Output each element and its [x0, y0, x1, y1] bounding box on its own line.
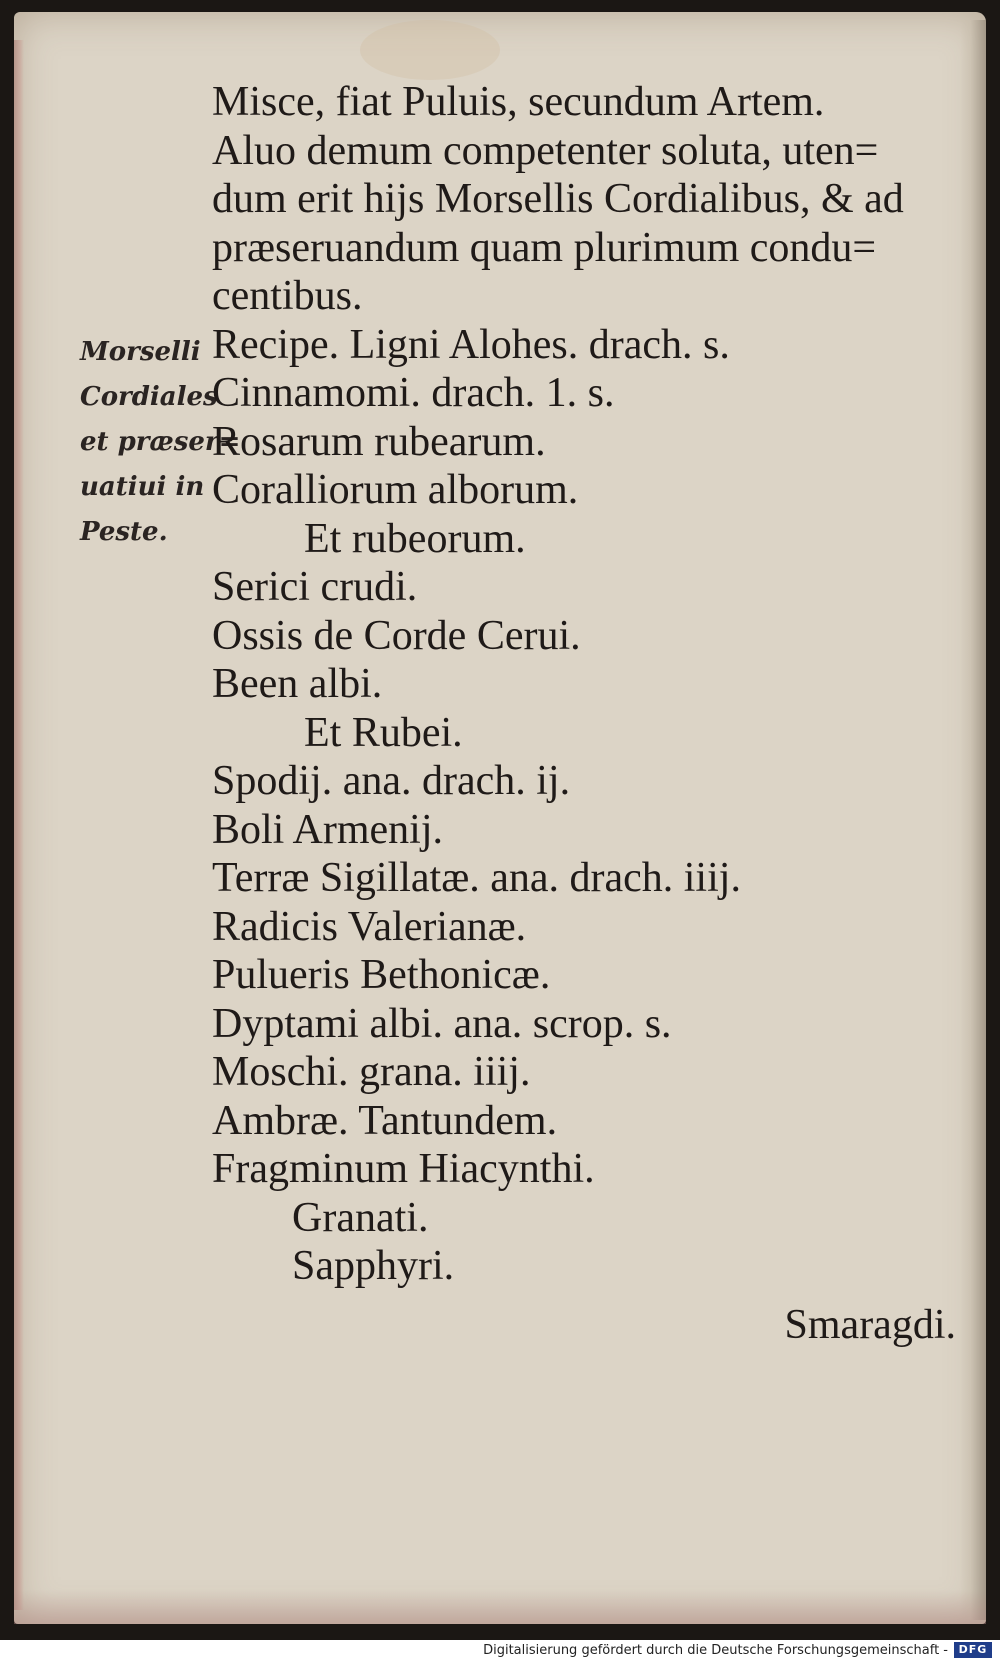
recipe-line: Recipe. Ligni Alohes. drach. s.: [212, 321, 730, 368]
recipe-line: Ambræ. Tantundem.: [212, 1097, 558, 1144]
text-line: dum erit hijs Morsellis Cordialibus, & ad: [212, 176, 904, 222]
text-line: Misce, fiat Puluis, secundum Artem.: [212, 79, 825, 125]
recipe-line: Coralliorum alborum.: [212, 467, 579, 513]
recipe-line: Sapphyri.: [292, 1243, 455, 1289]
marginal-note-line: uatiui in: [80, 472, 205, 502]
recipe-line: Pulueris Bethonicæ.: [212, 952, 551, 998]
recipe-line: Fragminum Hiacynthi.: [212, 1146, 595, 1192]
recipe-line: Moschi. grana. iiij.: [212, 1049, 531, 1095]
recipe-line: Radicis Valerianæ.: [212, 903, 527, 950]
body-text: [212, 78, 982, 1349]
paper-stain: [360, 20, 500, 80]
catchword: Smaragdi.: [784, 1301, 956, 1348]
page-bottom-edge: [14, 1590, 986, 1624]
text-line: præseruandum quam plurimum condu=: [212, 224, 877, 271]
recipe-line: Cinnamomi. drach. 1. s.: [212, 370, 615, 416]
marginal-note: [80, 330, 241, 555]
recipe-line: Rosarum rubearum.: [212, 418, 546, 465]
recipe-line: Ossis de Corde Cerui.: [212, 612, 581, 659]
footer-bar: [0, 1640, 1000, 1661]
recipe-line: Been albi.: [212, 661, 383, 707]
text-line: Aluo demum competenter soluta, uten=: [212, 127, 879, 174]
funding-credit: Digitalisierung gefördert durch die Deutsche Forschungsgemeinschaft -: [483, 1643, 948, 1658]
page-edge-left: [14, 40, 24, 1610]
recipe-line: Terræ Sigillatæ. ana. drach. iiij.: [212, 855, 741, 901]
marginal-note-line: Peste.: [80, 517, 168, 547]
dfg-logo-icon[interactable]: DFG: [954, 1642, 992, 1658]
recipe-line: Boli Armenij.: [212, 806, 443, 853]
text-line: centibus.: [212, 273, 363, 319]
marginal-note-line: Morselli: [80, 337, 201, 367]
marginal-note-line: Cordiales: [80, 382, 218, 412]
recipe-line: Granati.: [292, 1194, 429, 1241]
recipe-line: Serici crudi.: [212, 564, 418, 610]
recipe-line: Et Rubei.: [304, 709, 463, 756]
marginal-note-line: et præser=: [80, 427, 241, 457]
recipe-line: Et rubeorum.: [304, 515, 526, 562]
recipe-line: Dyptami albi. ana. scrop. s.: [212, 1000, 672, 1047]
recipe-line: Spodij. ana. drach. ij.: [212, 758, 571, 804]
